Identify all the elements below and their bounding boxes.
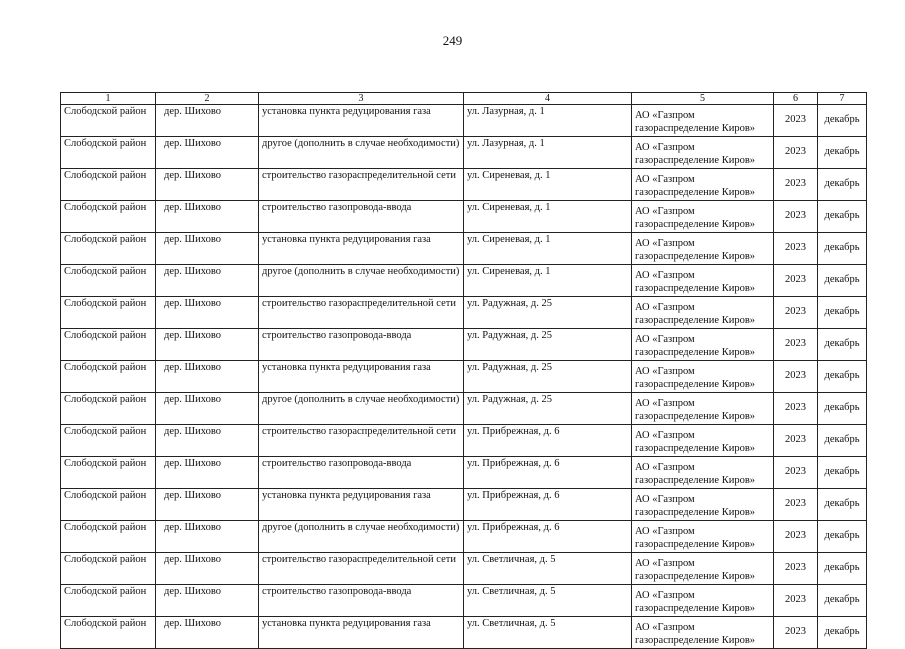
work-type-cell: строительство газопровода-ввода	[259, 457, 464, 489]
work-type-cell: строительство газораспределительной сети	[259, 297, 464, 329]
column-number-row	[61, 93, 867, 105]
work-type-cell: другое (дополнить в случае необходимости)	[259, 521, 464, 553]
month-cell: декабрь	[818, 297, 867, 329]
column-number: 1	[61, 93, 156, 105]
table-row	[61, 297, 867, 329]
address-cell: ул. Сиреневая, д. 1	[464, 201, 632, 233]
column-number: 2	[156, 93, 259, 105]
organization-cell: АО «Газпром газораспределение Киров»	[632, 425, 774, 457]
work-type-cell: строительство газопровода-ввода	[259, 201, 464, 233]
year-cell: 2023	[774, 201, 818, 233]
work-type-cell: установка пункта редуцирования газа	[259, 489, 464, 521]
village-cell: дер. Шихово	[156, 393, 259, 425]
organization-cell: АО «Газпром газораспределение Киров»	[632, 489, 774, 521]
village-cell: дер. Шихово	[156, 329, 259, 361]
district-cell: Слободской район	[61, 521, 156, 553]
district-cell: Слободской район	[61, 585, 156, 617]
year-cell: 2023	[774, 169, 818, 201]
table-row	[61, 521, 867, 553]
district-cell: Слободской район	[61, 137, 156, 169]
table-row	[61, 393, 867, 425]
work-type-cell: установка пункта редуцирования газа	[259, 617, 464, 649]
table-row	[61, 265, 867, 297]
year-cell: 2023	[774, 105, 818, 137]
village-cell: дер. Шихово	[156, 297, 259, 329]
address-cell: ул. Прибрежная, д. 6	[464, 521, 632, 553]
year-cell: 2023	[774, 329, 818, 361]
village-cell: дер. Шихово	[156, 617, 259, 649]
address-cell: ул. Лазурная, д. 1	[464, 137, 632, 169]
month-cell: декабрь	[818, 265, 867, 297]
village-cell: дер. Шихово	[156, 361, 259, 393]
village-cell: дер. Шихово	[156, 521, 259, 553]
organization-cell: АО «Газпром газораспределение Киров»	[632, 553, 774, 585]
column-number: 3	[259, 93, 464, 105]
address-cell: ул. Радужная, д. 25	[464, 361, 632, 393]
month-cell: декабрь	[818, 521, 867, 553]
month-cell: декабрь	[818, 617, 867, 649]
table-row	[61, 201, 867, 233]
work-type-cell: строительство газораспределительной сети	[259, 553, 464, 585]
year-cell: 2023	[774, 489, 818, 521]
month-cell: декабрь	[818, 137, 867, 169]
table-row	[61, 457, 867, 489]
address-cell: ул. Радужная, д. 25	[464, 329, 632, 361]
month-cell: декабрь	[818, 329, 867, 361]
work-type-cell: строительство газораспределительной сети	[259, 425, 464, 457]
organization-cell: АО «Газпром газораспределение Киров»	[632, 521, 774, 553]
organization-cell: АО «Газпром газораспределение Киров»	[632, 137, 774, 169]
year-cell: 2023	[774, 393, 818, 425]
address-cell: ул. Сиреневая, д. 1	[464, 169, 632, 201]
table-row	[61, 361, 867, 393]
year-cell: 2023	[774, 297, 818, 329]
month-cell: декабрь	[818, 489, 867, 521]
address-cell: ул. Светличная, д. 5	[464, 553, 632, 585]
column-number: 5	[632, 93, 774, 105]
table-row	[61, 137, 867, 169]
district-cell: Слободской район	[61, 617, 156, 649]
village-cell: дер. Шихово	[156, 489, 259, 521]
district-cell: Слободской район	[61, 361, 156, 393]
organization-cell: АО «Газпром газораспределение Киров»	[632, 617, 774, 649]
village-cell: дер. Шихово	[156, 105, 259, 137]
work-type-cell: установка пункта редуцирования газа	[259, 105, 464, 137]
year-cell: 2023	[774, 233, 818, 265]
table-row	[61, 617, 867, 649]
gasification-table	[60, 92, 867, 649]
table-row	[61, 169, 867, 201]
address-cell: ул. Прибрежная, д. 6	[464, 457, 632, 489]
district-cell: Слободской район	[61, 393, 156, 425]
address-cell: ул. Радужная, д. 25	[464, 393, 632, 425]
district-cell: Слободской район	[61, 329, 156, 361]
table-row	[61, 425, 867, 457]
address-cell: ул. Лазурная, д. 1	[464, 105, 632, 137]
column-number: 7	[818, 93, 867, 105]
address-cell: ул. Прибрежная, д. 6	[464, 425, 632, 457]
village-cell: дер. Шихово	[156, 137, 259, 169]
village-cell: дер. Шихово	[156, 233, 259, 265]
month-cell: декабрь	[818, 393, 867, 425]
address-cell: ул. Прибрежная, д. 6	[464, 489, 632, 521]
village-cell: дер. Шихово	[156, 585, 259, 617]
year-cell: 2023	[774, 617, 818, 649]
organization-cell: АО «Газпром газораспределение Киров»	[632, 201, 774, 233]
organization-cell: АО «Газпром газораспределение Киров»	[632, 361, 774, 393]
organization-cell: АО «Газпром газораспределение Киров»	[632, 329, 774, 361]
district-cell: Слободской район	[61, 105, 156, 137]
month-cell: декабрь	[818, 233, 867, 265]
organization-cell: АО «Газпром газораспределение Киров»	[632, 297, 774, 329]
organization-cell: АО «Газпром газораспределение Киров»	[632, 393, 774, 425]
address-cell: ул. Светличная, д. 5	[464, 617, 632, 649]
address-cell: ул. Радужная, д. 25	[464, 297, 632, 329]
column-number: 6	[774, 93, 818, 105]
work-type-cell: строительство газораспределительной сети	[259, 169, 464, 201]
work-type-cell: другое (дополнить в случае необходимости)	[259, 137, 464, 169]
district-cell: Слободской район	[61, 457, 156, 489]
month-cell: декабрь	[818, 553, 867, 585]
district-cell: Слободской район	[61, 201, 156, 233]
year-cell: 2023	[774, 521, 818, 553]
column-number: 4	[464, 93, 632, 105]
month-cell: декабрь	[818, 425, 867, 457]
work-type-cell: строительство газопровода-ввода	[259, 585, 464, 617]
year-cell: 2023	[774, 585, 818, 617]
month-cell: декабрь	[818, 585, 867, 617]
table-row	[61, 553, 867, 585]
village-cell: дер. Шихово	[156, 169, 259, 201]
work-type-cell: установка пункта редуцирования газа	[259, 361, 464, 393]
table-row	[61, 233, 867, 265]
organization-cell: АО «Газпром газораспределение Киров»	[632, 169, 774, 201]
page-number: 249	[442, 33, 463, 48]
district-cell: Слободской район	[61, 297, 156, 329]
work-type-cell: другое (дополнить в случае необходимости)	[259, 393, 464, 425]
month-cell: декабрь	[818, 201, 867, 233]
district-cell: Слободской район	[61, 553, 156, 585]
table-row	[61, 329, 867, 361]
address-cell: ул. Светличная, д. 5	[464, 585, 632, 617]
year-cell: 2023	[774, 457, 818, 489]
district-cell: Слободской район	[61, 265, 156, 297]
year-cell: 2023	[774, 361, 818, 393]
village-cell: дер. Шихово	[156, 425, 259, 457]
year-cell: 2023	[774, 265, 818, 297]
year-cell: 2023	[774, 553, 818, 585]
year-cell: 2023	[774, 137, 818, 169]
work-type-cell: другое (дополнить в случае необходимости)	[259, 265, 464, 297]
address-cell: ул. Сиреневая, д. 1	[464, 233, 632, 265]
organization-cell: АО «Газпром газораспределение Киров»	[632, 265, 774, 297]
work-type-cell: установка пункта редуцирования газа	[259, 233, 464, 265]
organization-cell: АО «Газпром газораспределение Киров»	[632, 457, 774, 489]
village-cell: дер. Шихово	[156, 265, 259, 297]
year-cell: 2023	[774, 425, 818, 457]
month-cell: декабрь	[818, 361, 867, 393]
village-cell: дер. Шихово	[156, 201, 259, 233]
table-row	[61, 105, 867, 137]
village-cell: дер. Шихово	[156, 457, 259, 489]
organization-cell: АО «Газпром газораспределение Киров»	[632, 105, 774, 137]
district-cell: Слободской район	[61, 489, 156, 521]
month-cell: декабрь	[818, 169, 867, 201]
month-cell: декабрь	[818, 457, 867, 489]
organization-cell: АО «Газпром газораспределение Киров»	[632, 233, 774, 265]
village-cell: дер. Шихово	[156, 553, 259, 585]
district-cell: Слободской район	[61, 425, 156, 457]
month-cell: декабрь	[818, 105, 867, 137]
table-row	[61, 489, 867, 521]
address-cell: ул. Сиреневая, д. 1	[464, 265, 632, 297]
organization-cell: АО «Газпром газораспределение Киров»	[632, 585, 774, 617]
district-cell: Слободской район	[61, 233, 156, 265]
table-row	[61, 585, 867, 617]
table-body	[61, 93, 867, 649]
district-cell: Слободской район	[61, 169, 156, 201]
work-type-cell: строительство газопровода-ввода	[259, 329, 464, 361]
